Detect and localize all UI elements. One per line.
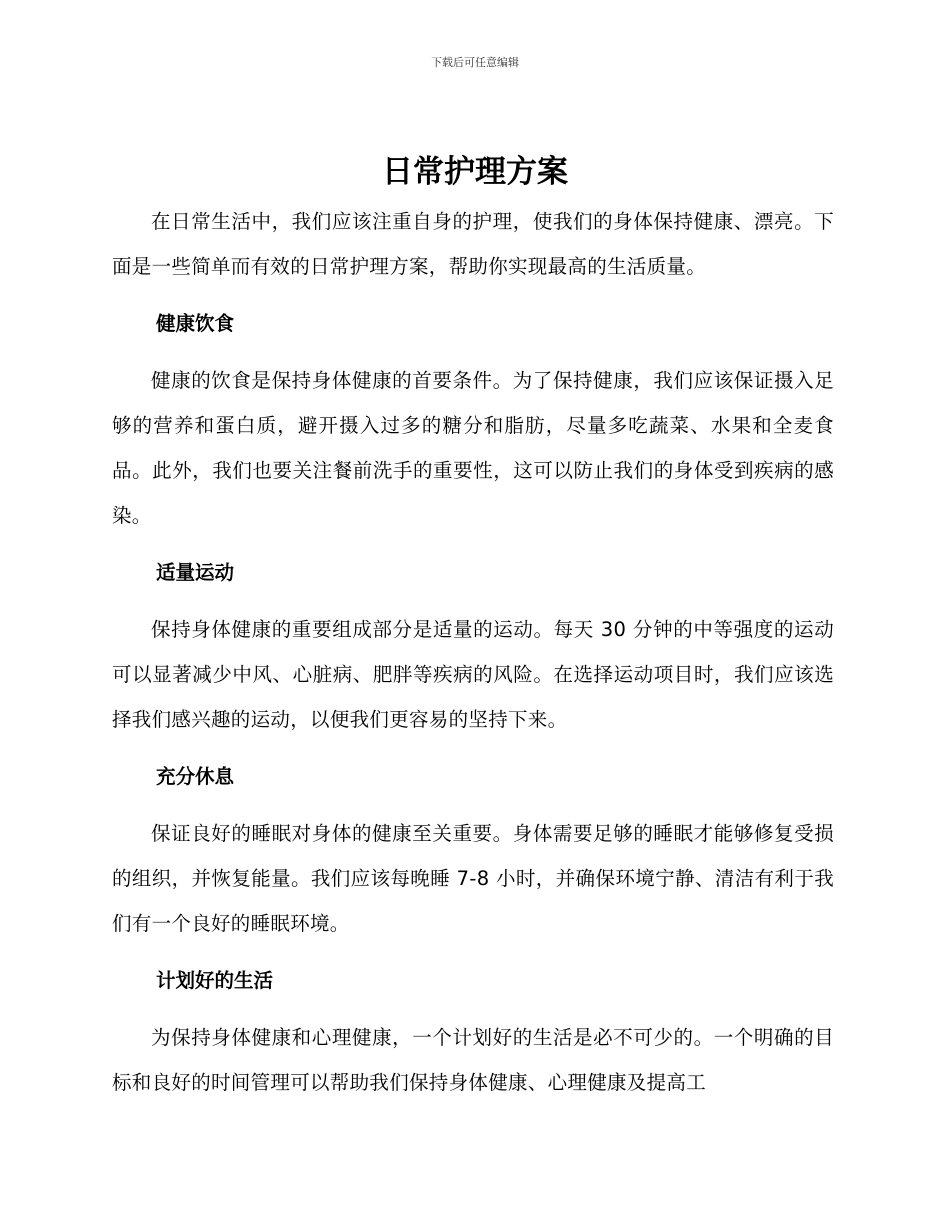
document-body: [112, 199, 834, 1105]
section-body-rest: 保证良好的睡眠对身体的健康至关重要。身体需要足够的睡眠才能够修复受损的组织，并恢复能量。我们应该每晚睡 7-8 小时，并确保环境宁静、清洁有利于我们有一个良好的睡眠环境。: [112, 822, 834, 935]
section-heading-planned-life: 计划好的生活: [156, 969, 274, 992]
section-body-exercise: 保持身体健康的重要组成部分是适量的运动。每天 30 分钟的中等强度的运动可以显著减少中风、心脏病、肥胖等疾病的风险。在选择运动项目时，我们应该选择我们感兴趣的运动，以便我们更容易的坚持下来。: [112, 618, 834, 731]
section-heading-diet: 健康饮食: [156, 312, 235, 335]
section-body-diet: 健康的饮食是保持身体健康的首要条件。为了保持健康，我们应该保证摄入足够的营养和蛋白质，避开摄入过多的糖分和脂肪，尽量多吃蔬菜、水果和全麦食品。此外，我们也要关注餐前洗手的重要性，这可以防止我们的身体受到疾病的感染。: [112, 369, 834, 527]
intro-paragraph: 在日常生活中，我们应该注重自身的护理，使我们的身体保持健康、漂亮。下面是一些简单而有效的日常护理方案，帮助你实现最高的生活质量。: [112, 210, 834, 278]
document-title: 日常护理方案: [382, 154, 568, 190]
section-heading-rest: 充分休息: [156, 765, 235, 788]
section-body-planned-life: 为保持身体健康和心理健康，一个计划好的生活是必不可少的。一个明确的目标和良好的时间管理可以帮助我们保持身体健康、心理健康及提高工: [112, 1026, 834, 1094]
section-heading-exercise: 适量运动: [156, 561, 235, 584]
header-note: 下载后可任意编辑: [431, 56, 519, 69]
